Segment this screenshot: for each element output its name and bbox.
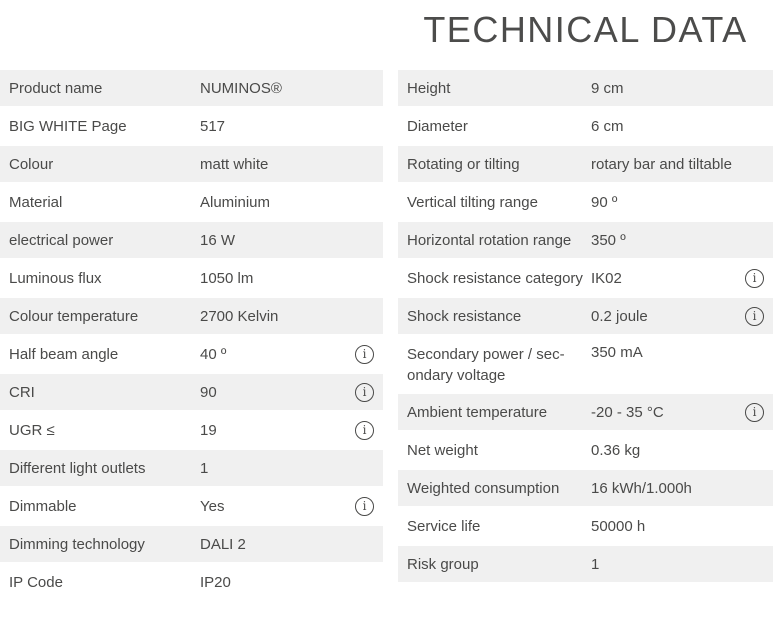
table-row bbox=[0, 564, 383, 600]
table-row bbox=[0, 298, 383, 334]
table-row bbox=[398, 108, 773, 144]
row-label: Vertical tilting range bbox=[407, 193, 538, 211]
table-row bbox=[0, 336, 383, 372]
info-icon-glyph: i bbox=[362, 385, 367, 399]
table-row bbox=[398, 222, 773, 258]
row-label: Weighted consumption bbox=[407, 479, 560, 497]
row-value: -20 - 35 °C bbox=[591, 403, 664, 421]
info-icon[interactable] bbox=[355, 421, 374, 440]
table-row bbox=[0, 260, 383, 296]
row-value: 16 W bbox=[200, 231, 236, 249]
row-label: UGR ≤ bbox=[9, 421, 55, 439]
info-icon[interactable] bbox=[745, 307, 764, 326]
row-value: 1050 lm bbox=[200, 269, 254, 287]
row-label: IP Code bbox=[9, 573, 63, 591]
row-label: CRI bbox=[9, 383, 35, 401]
table-row bbox=[398, 260, 773, 296]
info-icon-glyph: i bbox=[752, 271, 757, 285]
row-value: Yes bbox=[200, 497, 225, 515]
row-value: 16 kWh/1.000h bbox=[591, 479, 692, 497]
table-row bbox=[398, 546, 773, 582]
row-value: 90 º bbox=[591, 193, 618, 211]
table-row bbox=[0, 184, 383, 220]
row-value: 350 mA bbox=[591, 344, 643, 361]
info-icon[interactable] bbox=[355, 497, 374, 516]
row-value: rotary bar and tiltable bbox=[591, 155, 732, 173]
table-row bbox=[0, 222, 383, 258]
row-label: BIG WHITE Page bbox=[9, 117, 127, 135]
table-row bbox=[0, 108, 383, 144]
row-label: Material bbox=[9, 193, 63, 211]
page-title: TECHNICAL DATA bbox=[423, 9, 748, 50]
table-row bbox=[0, 146, 383, 182]
table-row bbox=[398, 508, 773, 544]
row-label: Net weight bbox=[407, 441, 478, 459]
row-label: Horizontal rotation range bbox=[407, 231, 572, 249]
row-value: NUMINOS® bbox=[200, 79, 282, 97]
row-label: Height bbox=[407, 79, 451, 97]
row-value: 6 cm bbox=[591, 117, 624, 135]
table-row bbox=[398, 336, 773, 392]
row-label: Shock resistance category bbox=[407, 269, 583, 287]
info-icon[interactable] bbox=[355, 383, 374, 402]
row-value: 350 º bbox=[591, 231, 626, 249]
table-row bbox=[398, 432, 773, 468]
row-label: Risk group bbox=[407, 555, 479, 573]
table-row bbox=[398, 184, 773, 220]
row-value: matt white bbox=[200, 155, 269, 173]
row-label: Ambient temperature bbox=[407, 403, 548, 421]
row-value: 2700 Kelvin bbox=[200, 307, 279, 325]
row-value: 0.2 joule bbox=[591, 307, 648, 325]
table-row bbox=[398, 470, 773, 506]
table-row bbox=[0, 70, 383, 106]
table-row bbox=[0, 412, 383, 448]
tables-container bbox=[0, 70, 773, 602]
table-row bbox=[0, 374, 383, 410]
row-label: Service life bbox=[407, 517, 481, 535]
info-icon-glyph: i bbox=[752, 309, 757, 323]
table-row bbox=[398, 394, 773, 430]
row-label: Dimmable bbox=[9, 497, 77, 515]
table-row bbox=[398, 298, 773, 334]
row-label: Diameter bbox=[407, 117, 468, 135]
row-label: electrical power bbox=[9, 231, 114, 249]
row-value: 1 bbox=[200, 459, 209, 477]
row-label: Dimming technology bbox=[9, 535, 145, 553]
row-value: 0.36 kg bbox=[591, 441, 641, 459]
row-value: 1 bbox=[591, 555, 600, 573]
row-value: 9 cm bbox=[591, 79, 624, 97]
row-value: 19 bbox=[200, 421, 217, 439]
table-row bbox=[0, 450, 383, 486]
table-row bbox=[398, 146, 773, 182]
technical-data-table-left bbox=[0, 70, 383, 602]
row-value: DALI 2 bbox=[200, 535, 246, 553]
table-row bbox=[0, 488, 383, 524]
row-label: Luminous flux bbox=[9, 269, 102, 287]
row-label: Rotating or tilting bbox=[407, 155, 520, 173]
info-icon[interactable] bbox=[745, 269, 764, 288]
info-icon[interactable] bbox=[745, 403, 764, 422]
info-icon-glyph: i bbox=[362, 347, 367, 361]
row-label: Different light outlets bbox=[9, 459, 146, 477]
info-icon-glyph: i bbox=[362, 499, 367, 513]
row-value: 40 º bbox=[200, 345, 227, 363]
row-value: Aluminium bbox=[200, 193, 271, 211]
row-value: IP20 bbox=[200, 573, 231, 591]
info-icon[interactable] bbox=[355, 345, 374, 364]
row-value: IK02 bbox=[591, 269, 622, 287]
row-label: Product name bbox=[9, 79, 103, 97]
info-icon-glyph: i bbox=[752, 405, 757, 419]
row-value: 517 bbox=[200, 117, 226, 135]
row-value: 50000 h bbox=[591, 517, 646, 535]
row-label: Secondary power / sec- ondary voltage bbox=[407, 346, 565, 384]
table-row bbox=[398, 70, 773, 106]
row-label: Colour temperature bbox=[9, 307, 139, 325]
info-icon-glyph: i bbox=[362, 423, 367, 437]
row-label: Half beam angle bbox=[9, 345, 119, 363]
row-label: Colour bbox=[9, 155, 54, 173]
row-label: Shock resistance bbox=[407, 307, 522, 325]
table-row bbox=[0, 526, 383, 562]
technical-data-table-right bbox=[398, 70, 773, 602]
row-value: 90 bbox=[200, 383, 217, 401]
